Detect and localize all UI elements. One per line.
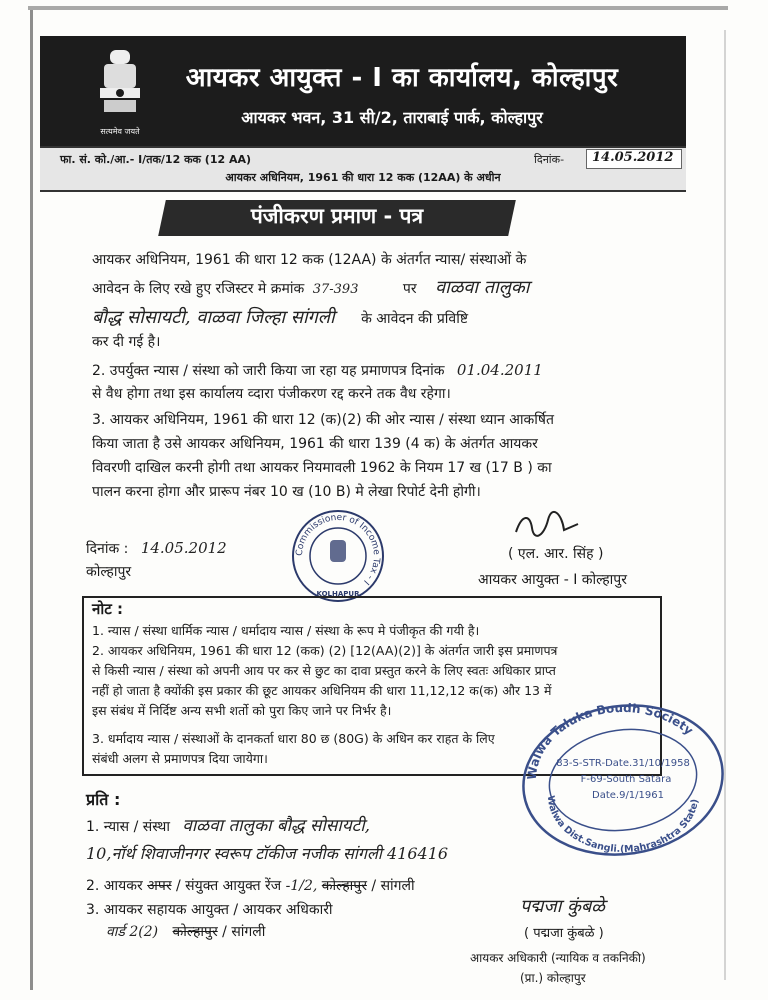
officer-name: ( पद्मजा कुंबळे ) bbox=[524, 926, 604, 941]
para1-line3 bbox=[92, 306, 468, 331]
issue-date-label: दिनांक : bbox=[86, 541, 129, 557]
commissioner-seal-icon bbox=[290, 508, 386, 604]
para1-line1: आयकर अधिनियम, 1961 की धारा 12 कक (12AA) के अंतर्गत न्यास/ संस्थाओं के bbox=[92, 252, 527, 268]
commissioner-seal-text: Commissioner of Income Tax - I bbox=[294, 512, 382, 587]
copy-2-d: / सांगली bbox=[371, 878, 415, 894]
note-3-line2: संबंधी अलग से प्रमाणपत्र दिया जायेगा। bbox=[92, 751, 268, 766]
note-2-line2: से किसी न्यास / संस्था को अपनी आय पर कर से छुट का दावा प्रस्तुत करने के लिए स्वतः अधिकार प्राप्त bbox=[92, 663, 556, 678]
act-reference: आयकर अधिनियम, 1961 की धारा 12 कक (12AA) के अधीन bbox=[225, 171, 501, 184]
issue-date-value: 14.05.2012 bbox=[140, 539, 227, 557]
para1-line2-text: आवेदन के लिए रखे हुए रजिस्टर मे क्रमांक bbox=[92, 281, 305, 297]
note-3-line1: 3. धर्मादाय न्यास / संस्थाओं के दानकर्ता धारा 80 छ (80G) के अधिन कर राहत के लिए bbox=[92, 731, 495, 746]
society-name-part2: बौद्ध सोसायटी, वाळवा जिल्हा सांगली bbox=[92, 307, 335, 328]
copy-1-name: वाळवा तालुका बौद्ध सोसायटी, bbox=[182, 816, 371, 836]
note-2-line1: 2. आयकर अधिनियम, 1961 की धारा 12 (कक) (2) [12(AA)(2)] के अंतर्गत जारी इस प्रमाणपत्र bbox=[92, 643, 558, 658]
note-2-line3: नहीं हो जाता है क्योंकी इस प्रकार की छूट आयकर अधिनियम की धारा 11,12,12 क(क) और 13 में bbox=[92, 683, 552, 698]
certificate-title: पंजीकरण प्रमाण - पत्र bbox=[250, 204, 424, 228]
para2-line1-text: 2. उपर्युक्त न्यास / संस्था को जारी किया जा रहा यह प्रमाणपत्र दिनांक bbox=[92, 363, 445, 379]
copy-2-range: -1/2, bbox=[285, 878, 318, 894]
para3-line1: 3. आयकर अधिनियम, 1961 की धारा 12 (क)(2) की ओर न्यास / संस्था ध्यान आकर्षित bbox=[92, 412, 554, 428]
officer-title: आयकर अधिकारी (न्यायिक व तकनिकी) bbox=[470, 951, 646, 965]
copy-2 bbox=[86, 874, 415, 898]
emblem-motto: सत्यमेव जयते bbox=[100, 127, 140, 136]
signer-name: ( एल. आर. सिंह ) bbox=[508, 546, 604, 562]
commissioner-seal-city: KOLHAPUR bbox=[316, 590, 360, 598]
register-number: 37-393 bbox=[312, 282, 359, 297]
para2-line2: से वैध होगा तथा इस कार्यालय व्दारा पंजीकरण रद्द करने तक वैध रहेगा। bbox=[92, 386, 451, 402]
file-number: फा. सं. को./आ.- I/तक/12 कक (12 AA) bbox=[60, 153, 252, 166]
para3-line2: किया जाता है उसे आयकर अधिनियम, 1961 की धारा 139 (4 क) के अंतर्गत आयकर bbox=[92, 436, 538, 452]
signer-title: आयकर आयुक्त - I कोल्हापुर bbox=[478, 572, 627, 588]
copy-1-address: 10,नॉर्थ शिवाजीनगर स्वरूप टॉकीज नजीक सांगली 416416 bbox=[86, 844, 449, 863]
office-header bbox=[40, 36, 686, 146]
society-seal-date: Date.9/1/1961 bbox=[592, 790, 664, 801]
copy-3-ward-line bbox=[106, 920, 265, 944]
copy-3-struck: कोल्हापुर bbox=[172, 924, 218, 940]
note-heading: नोट : bbox=[92, 600, 123, 618]
commissioner-signature-icon bbox=[512, 510, 582, 546]
copy-3-ward: वार्ड 2(2) bbox=[106, 924, 159, 940]
copy-1 bbox=[86, 814, 370, 839]
issue-date-line bbox=[86, 536, 227, 561]
copy-heading: प्रति : bbox=[86, 790, 121, 809]
society-seal-fno: F-69-South Satara bbox=[580, 774, 672, 785]
society-seal-location: Walwa Dist.Sangli.(Mahrashtra State) bbox=[544, 794, 701, 856]
validity-date: 01.04.2011 bbox=[456, 361, 543, 379]
officer-signature: पद्मजा कुंबळे bbox=[520, 896, 605, 917]
scan-edge-top bbox=[28, 6, 728, 10]
issue-date: 14.05.2012 bbox=[592, 150, 674, 165]
para3-line3: विवरणी दाखिल करनी होगी तथा आयकर नियमावली 1962 के नियम 17 ख (17 B ) का bbox=[92, 460, 552, 476]
reference-band bbox=[40, 146, 686, 192]
note-1: 1. न्यास / संस्था धार्मिक न्यास / धर्मादाय न्यास / संस्था के रूप मे पंजीकृत की गयी है। bbox=[92, 623, 480, 638]
issue-place: कोल्हापुर bbox=[86, 564, 132, 580]
para1-line4: कर दी गई है। bbox=[92, 334, 161, 350]
copy-1-prefix: 1. न्यास / संस्था bbox=[86, 819, 170, 835]
copy-2-struck2: कोल्हापुर bbox=[321, 878, 367, 894]
officer-office: (प्रा.) कोल्हापुर bbox=[520, 971, 586, 985]
society-seal-regn: 83-S-STR-Date.31/10/1958 bbox=[556, 758, 690, 769]
scan-edge-left bbox=[30, 10, 33, 990]
copy-2-a: 2. आयकर bbox=[86, 878, 143, 894]
copy-2-b: / संयुक्त आयुक्त रेंज bbox=[176, 878, 282, 894]
society-name-part1: वाळवा तालुका bbox=[435, 277, 530, 298]
date-label: दिनांक- bbox=[534, 153, 565, 166]
society-seal-icon bbox=[518, 700, 728, 860]
copy-3: 3. आयकर सहायक आयुक्त / आयकर अधिकारी bbox=[86, 902, 333, 918]
copy-2-struck: अपर bbox=[147, 878, 172, 894]
para1-par: पर bbox=[402, 281, 417, 297]
office-address: आयकर भवन, 31 सी/2, ताराबाई पार्क, कोल्हापुर bbox=[241, 108, 543, 127]
copy-3-tail: / सांगली bbox=[222, 924, 266, 940]
para2-line1 bbox=[92, 358, 543, 383]
society-seal-ring: Walwa Taluka Boudh Society bbox=[524, 700, 696, 781]
para1-line2 bbox=[92, 276, 529, 302]
office-title: आयकर आयुक्त - I का कार्यालय, कोल्हापुर bbox=[185, 63, 619, 93]
para1-line3-text: के आवेदन की प्रविष्टि bbox=[361, 311, 469, 327]
note-2-line4: इस संबंध में निर्दिष्ट अन्य सभी शर्तो को पुरा किए जाने पर निर्भर है। bbox=[92, 703, 392, 718]
para3-line4: पालन करना होगा और प्रारूप नंबर 10 ख (10 B) मे लेखा रिपोर्ट देनी होगी। bbox=[92, 484, 481, 500]
